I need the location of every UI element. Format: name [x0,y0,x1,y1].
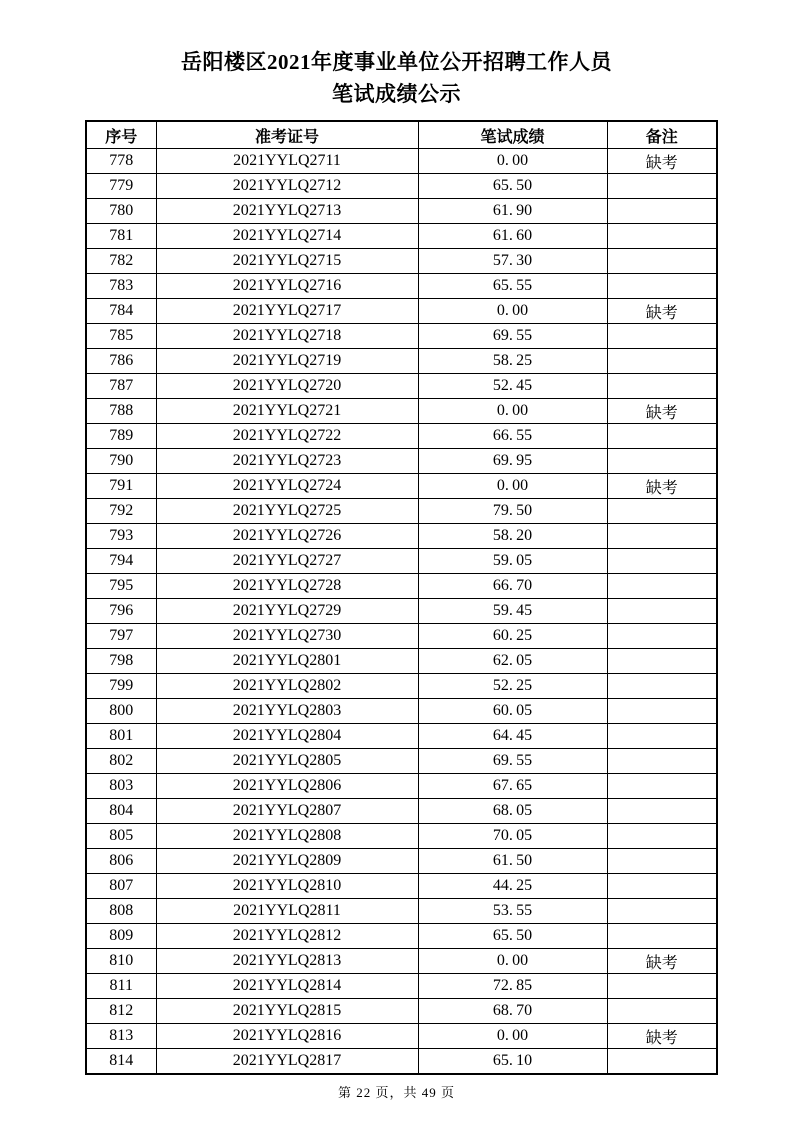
cell-serial-number: 788 [86,399,156,424]
cell-ticket-number: 2021YYLQ2714 [156,224,418,249]
cell-remarks: 缺考 [607,474,717,499]
cell-written-score: 62. 05 [418,649,607,674]
cell-ticket-number: 2021YYLQ2804 [156,724,418,749]
cell-remarks [607,549,717,574]
cell-serial-number: 782 [86,249,156,274]
title-line-1: 岳阳楼区2021年度事业单位公开招聘工作人员 [181,50,612,74]
cell-serial-number: 780 [86,199,156,224]
cell-serial-number: 799 [86,674,156,699]
cell-written-score: 60. 05 [418,699,607,724]
cell-ticket-number: 2021YYLQ2726 [156,524,418,549]
cell-serial-number: 797 [86,624,156,649]
cell-serial-number: 805 [86,824,156,849]
title-line-2: 笔试成绩公示 [332,82,461,106]
cell-ticket-number: 2021YYLQ2723 [156,449,418,474]
cell-remarks [607,799,717,824]
table-row [86,599,717,624]
cell-ticket-number: 2021YYLQ2815 [156,999,418,1024]
cell-serial-number: 811 [86,974,156,999]
cell-ticket-number: 2021YYLQ2808 [156,824,418,849]
cell-written-score: 0. 00 [418,399,607,424]
table-row [86,649,717,674]
cell-serial-number: 791 [86,474,156,499]
table-row [86,424,717,449]
table-row [86,549,717,574]
cell-ticket-number: 2021YYLQ2711 [156,149,418,174]
table-row [86,624,717,649]
cell-serial-number: 784 [86,299,156,324]
cell-remarks [607,674,717,699]
cell-serial-number: 795 [86,574,156,599]
table-row [86,774,717,799]
table-row [86,699,717,724]
cell-ticket-number: 2021YYLQ2727 [156,549,418,574]
cell-written-score: 66. 70 [418,574,607,599]
cell-ticket-number: 2021YYLQ2725 [156,499,418,524]
cell-written-score: 0. 00 [418,474,607,499]
cell-written-score: 68. 70 [418,999,607,1024]
cell-written-score: 59. 05 [418,549,607,574]
cell-remarks [607,974,717,999]
cell-remarks [607,374,717,399]
table-row [86,1024,717,1049]
cell-remarks [607,749,717,774]
cell-written-score: 66. 55 [418,424,607,449]
cell-remarks [607,224,717,249]
cell-serial-number: 810 [86,949,156,974]
table-row [86,949,717,974]
cell-ticket-number: 2021YYLQ2724 [156,474,418,499]
cell-ticket-number: 2021YYLQ2812 [156,924,418,949]
cell-written-score: 0. 00 [418,949,607,974]
cell-serial-number: 809 [86,924,156,949]
cell-serial-number: 790 [86,449,156,474]
cell-serial-number: 812 [86,999,156,1024]
cell-written-score: 72. 85 [418,974,607,999]
cell-written-score: 61. 90 [418,199,607,224]
cell-ticket-number: 2021YYLQ2811 [156,899,418,924]
cell-ticket-number: 2021YYLQ2805 [156,749,418,774]
cell-remarks: 缺考 [607,399,717,424]
cell-remarks: 缺考 [607,1024,717,1049]
cell-written-score: 69. 55 [418,749,607,774]
cell-written-score: 69. 95 [418,449,607,474]
table-body [86,149,717,1075]
cell-remarks: 缺考 [607,299,717,324]
cell-written-score: 65. 55 [418,274,607,299]
cell-serial-number: 802 [86,749,156,774]
cell-serial-number: 783 [86,274,156,299]
cell-written-score: 64. 45 [418,724,607,749]
table-row [86,749,717,774]
cell-written-score: 79. 50 [418,499,607,524]
table-row [86,924,717,949]
cell-serial-number: 804 [86,799,156,824]
cell-written-score: 52. 45 [418,374,607,399]
cell-remarks [607,699,717,724]
cell-written-score: 57. 30 [418,249,607,274]
cell-remarks [607,324,717,349]
cell-ticket-number: 2021YYLQ2814 [156,974,418,999]
table-row [86,524,717,549]
table-row [86,724,717,749]
cell-written-score: 68. 05 [418,799,607,824]
cell-ticket-number: 2021YYLQ2801 [156,649,418,674]
cell-written-score: 53. 55 [418,899,607,924]
cell-ticket-number: 2021YYLQ2715 [156,249,418,274]
cell-ticket-number: 2021YYLQ2803 [156,699,418,724]
cell-serial-number: 793 [86,524,156,549]
cell-ticket-number: 2021YYLQ2721 [156,399,418,424]
cell-remarks [607,924,717,949]
cell-written-score: 69. 55 [418,324,607,349]
table-row [86,249,717,274]
table-row [86,399,717,424]
cell-ticket-number: 2021YYLQ2718 [156,324,418,349]
table-row [86,999,717,1024]
cell-written-score: 58. 25 [418,349,607,374]
cell-remarks [607,274,717,299]
table-row [86,374,717,399]
cell-ticket-number: 2021YYLQ2817 [156,1049,418,1075]
table-row [86,149,717,174]
table-row [86,449,717,474]
cell-remarks [607,524,717,549]
cell-written-score: 44. 25 [418,874,607,899]
table-row [86,974,717,999]
cell-remarks [607,624,717,649]
cell-remarks [607,1049,717,1075]
cell-written-score: 52. 25 [418,674,607,699]
table-row [86,324,717,349]
cell-ticket-number: 2021YYLQ2712 [156,174,418,199]
cell-remarks [607,574,717,599]
cell-ticket-number: 2021YYLQ2816 [156,1024,418,1049]
cell-ticket-number: 2021YYLQ2717 [156,299,418,324]
cell-remarks [607,449,717,474]
cell-written-score: 59. 45 [418,599,607,624]
cell-serial-number: 785 [86,324,156,349]
table-row [86,574,717,599]
cell-remarks [607,899,717,924]
cell-written-score: 65. 10 [418,1049,607,1075]
cell-ticket-number: 2021YYLQ2813 [156,949,418,974]
cell-remarks [607,774,717,799]
cell-remarks [607,174,717,199]
cell-remarks [607,599,717,624]
cell-ticket-number: 2021YYLQ2810 [156,874,418,899]
cell-serial-number: 796 [86,599,156,624]
table-row [86,849,717,874]
cell-serial-number: 779 [86,174,156,199]
cell-serial-number: 807 [86,874,156,899]
cell-ticket-number: 2021YYLQ2730 [156,624,418,649]
cell-ticket-number: 2021YYLQ2729 [156,599,418,624]
table-row [86,274,717,299]
cell-ticket-number: 2021YYLQ2719 [156,349,418,374]
score-table [85,120,718,1075]
cell-remarks [607,824,717,849]
cell-remarks [607,724,717,749]
cell-serial-number: 781 [86,224,156,249]
cell-written-score: 65. 50 [418,924,607,949]
cell-remarks [607,424,717,449]
cell-serial-number: 789 [86,424,156,449]
cell-remarks: 缺考 [607,949,717,974]
cell-written-score: 58. 20 [418,524,607,549]
cell-serial-number: 801 [86,724,156,749]
table-row [86,349,717,374]
cell-remarks [607,499,717,524]
cell-serial-number: 808 [86,899,156,924]
cell-ticket-number: 2021YYLQ2806 [156,774,418,799]
cell-serial-number: 814 [86,1049,156,1075]
cell-remarks [607,849,717,874]
table-header-row [86,121,717,149]
table-row [86,674,717,699]
cell-serial-number: 792 [86,499,156,524]
header-written-score: 笔试成绩 [418,121,607,149]
cell-serial-number: 806 [86,849,156,874]
cell-written-score: 67. 65 [418,774,607,799]
cell-serial-number: 786 [86,349,156,374]
cell-remarks [607,249,717,274]
cell-remarks [607,649,717,674]
table-row [86,474,717,499]
cell-serial-number: 787 [86,374,156,399]
cell-ticket-number: 2021YYLQ2728 [156,574,418,599]
cell-remarks [607,349,717,374]
table-row [86,824,717,849]
cell-serial-number: 803 [86,774,156,799]
document-title [0,0,793,110]
table-row [86,199,717,224]
cell-serial-number: 798 [86,649,156,674]
cell-ticket-number: 2021YYLQ2722 [156,424,418,449]
cell-serial-number: 778 [86,149,156,174]
cell-remarks [607,199,717,224]
cell-written-score: 0. 00 [418,299,607,324]
cell-remarks [607,874,717,899]
table-row [86,874,717,899]
cell-written-score: 0. 00 [418,1024,607,1049]
table-row [86,899,717,924]
cell-serial-number: 800 [86,699,156,724]
header-ticket-number: 准考证号 [156,121,418,149]
cell-serial-number: 794 [86,549,156,574]
cell-written-score: 60. 25 [418,624,607,649]
table-row [86,799,717,824]
cell-written-score: 70. 05 [418,824,607,849]
header-serial-number: 序号 [86,121,156,149]
table-row [86,174,717,199]
cell-written-score: 0. 00 [418,149,607,174]
cell-ticket-number: 2021YYLQ2807 [156,799,418,824]
cell-written-score: 65. 50 [418,174,607,199]
table-row [86,1049,717,1075]
cell-ticket-number: 2021YYLQ2713 [156,199,418,224]
cell-ticket-number: 2021YYLQ2802 [156,674,418,699]
cell-ticket-number: 2021YYLQ2720 [156,374,418,399]
cell-written-score: 61. 50 [418,849,607,874]
cell-ticket-number: 2021YYLQ2809 [156,849,418,874]
cell-remarks [607,999,717,1024]
cell-ticket-number: 2021YYLQ2716 [156,274,418,299]
header-remarks: 备注 [607,121,717,149]
page-number-footer: 第 22 页，共 49 页 [337,1085,455,1100]
table-row [86,224,717,249]
cell-written-score: 61. 60 [418,224,607,249]
cell-serial-number: 813 [86,1024,156,1049]
table-row [86,299,717,324]
cell-remarks: 缺考 [607,149,717,174]
table-row [86,499,717,524]
